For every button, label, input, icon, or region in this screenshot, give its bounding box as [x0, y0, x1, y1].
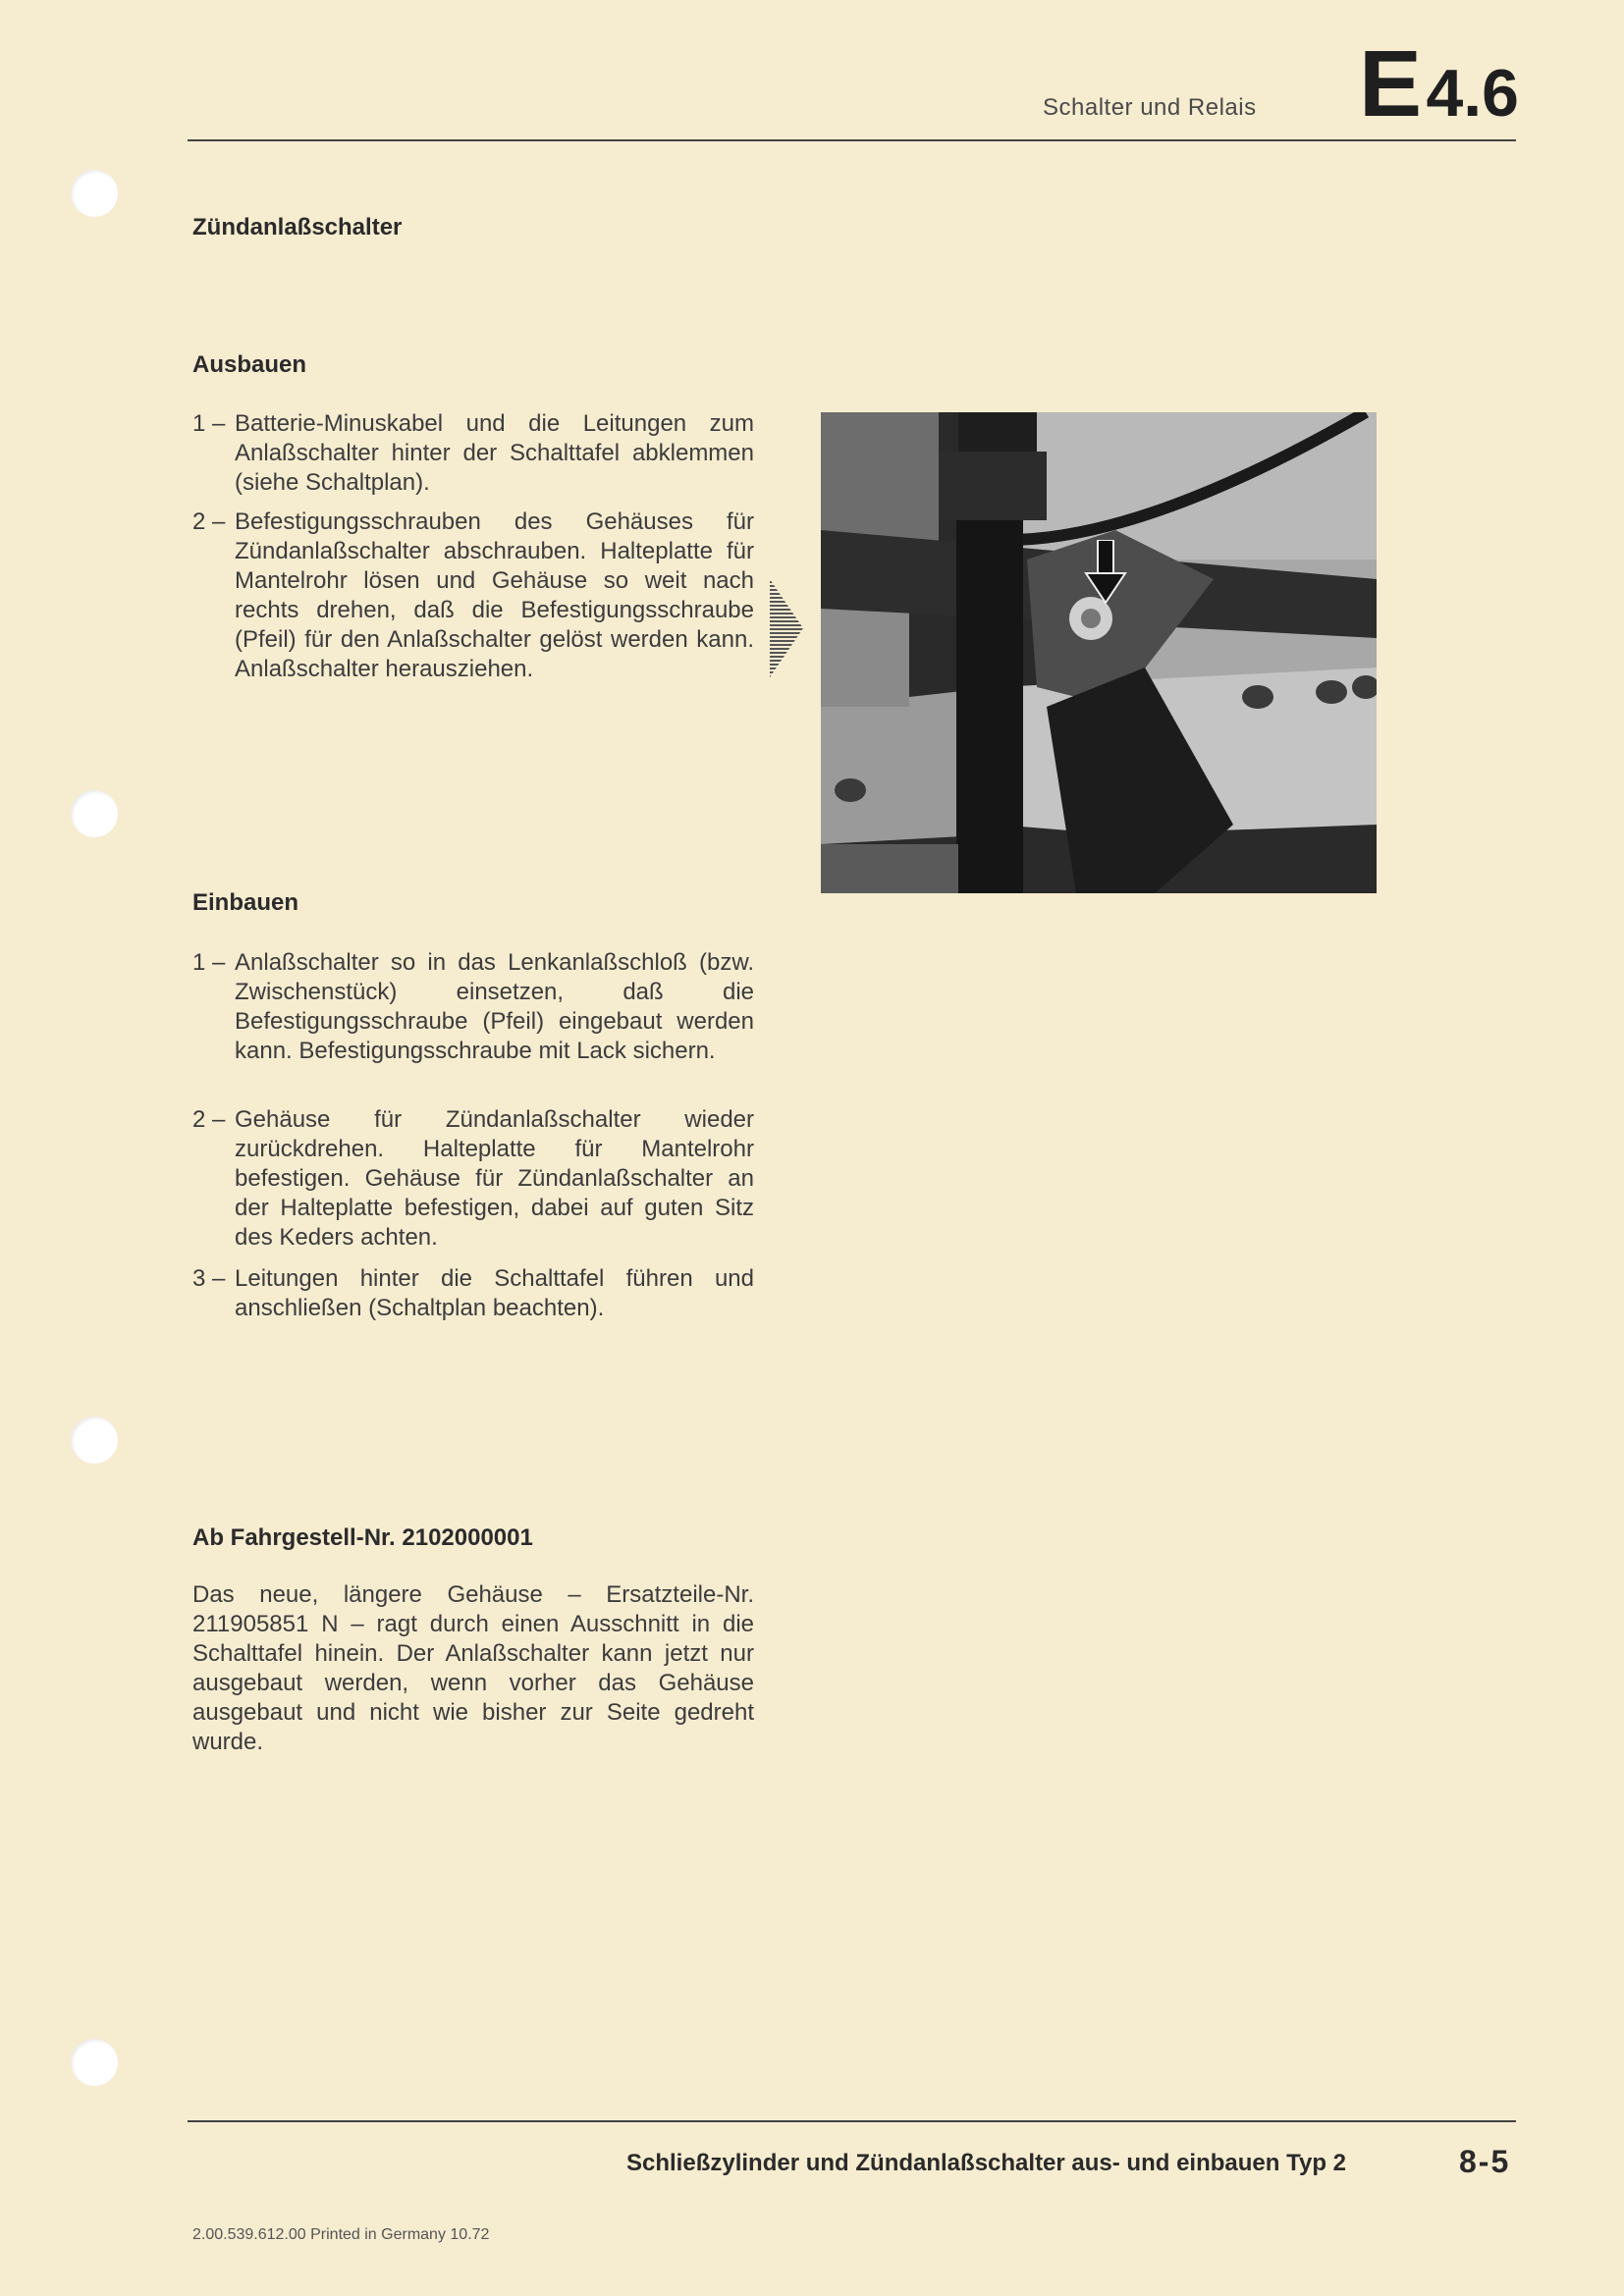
installation-step-2: [192, 1105, 754, 1253]
chassis-note-heading: Ab Fahrgestell-Nr. 2102000001: [192, 1524, 533, 1551]
installation-step-1: [192, 948, 754, 1066]
step-number: 1 –: [192, 410, 226, 437]
section-number: 4.6: [1426, 56, 1519, 131]
step-number: 1 –: [192, 949, 226, 976]
punch-hole-4: [71, 2039, 118, 2086]
ignition-switch-photo: [821, 412, 1377, 893]
header-title: Schalter und Relais: [1043, 94, 1257, 121]
step-number: 2 –: [192, 1106, 226, 1133]
step-text: Befestigungsschrauben des Gehäuses für Zündanlaßschalter abschrauben. Halteplatte für Mantelrohr lösen und Gehäuse so weit nach rechts drehen, daß die Befestigungsschraube (Pfeil) für den Anlaßschalter gelöst werden kann. Anlaßschalter herausziehen.: [235, 508, 754, 682]
step-text: Batterie-Minuskabel und die Leitungen zum Anlaßschalter hinter der Schalttafel abklemmen (siehe Schaltplan).: [235, 410, 754, 496]
footer-title: Schließzylinder und Zündanlaßschalter aus- und einbauen Typ 2: [626, 2150, 1346, 2176]
step-number: 2 –: [192, 508, 226, 535]
removal-step-2: [192, 507, 754, 684]
step-text: Gehäuse für Zündanlaßschalter wieder zurückdrehen. Halteplatte für Mantelrohr befestigen. Gehäuse für Zündanlaßschalter an der Halteplatte befestigen, dabei auf guten Sitz des Keders achten.: [235, 1106, 754, 1251]
right-pointing-triangle-icon: [768, 577, 805, 684]
header-rule: [188, 139, 1516, 141]
punch-hole-1: [71, 170, 118, 217]
page-number: 8-5: [1459, 2144, 1511, 2179]
down-arrow-icon: [1084, 540, 1127, 610]
step-text: Anlaßschalter so in das Lenkanlaßschloß (bzw. Zwischenstück) einsetzen, daß die Befestigungsschraube (Pfeil) eingebaut werden kann. Befestigungsschraube mit Lack sichern.: [235, 949, 754, 1064]
punch-hole-3: [71, 1416, 118, 1464]
removal-step-1: [192, 409, 754, 498]
page-title: Zündanlaßschalter: [192, 214, 403, 240]
step-text: Leitungen hinter die Schalttafel führen und anschließen (Schaltplan beachten).: [235, 1265, 754, 1321]
section-code: [1358, 31, 1519, 140]
section-letter: E: [1358, 31, 1423, 136]
punch-hole-2: [71, 790, 118, 837]
footer-rule: [188, 2120, 1516, 2122]
step-number: 3 –: [192, 1265, 226, 1292]
removal-heading: Ausbauen: [192, 351, 307, 378]
chassis-note-text: Das neue, längere Gehäuse – Ersatzteile-Nr. 211905851 N – ragt durch einen Ausschnitt in die Schalttafel hinein. Der Anlaßschalter kann jetzt nur ausgebaut werden, wenn vorher das Gehäuse ausgebaut und nicht wie bisher zur Seite gedreht wurde.: [192, 1581, 754, 1755]
print-info: 2.00.539.612.00 Printed in Germany 10.72: [192, 2226, 490, 2243]
installation-heading: Einbauen: [192, 889, 299, 916]
installation-step-3: [192, 1264, 754, 1323]
